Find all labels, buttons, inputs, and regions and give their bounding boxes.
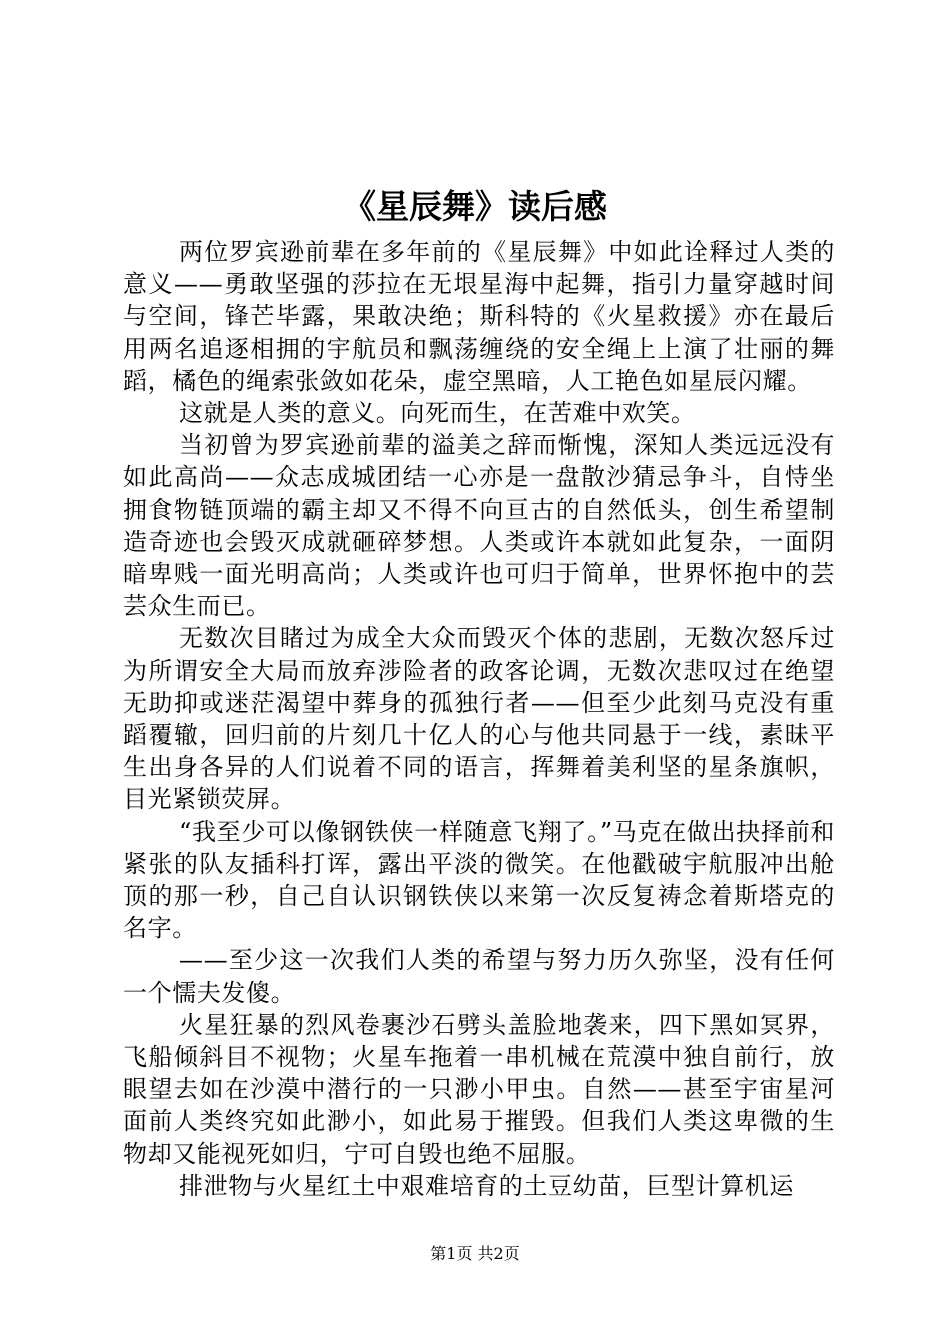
paragraph: “我至少可以像钢铁侠一样随意飞翔了。”马克在做出抉择前和紧张的队友插科打诨，露出平淡的微笑。在他戳破宇航服冲出舱顶的那一秒，自己自认识钢铁侠以来第一次反复祷念着斯塔克的名字。	[123, 817, 835, 943]
paragraph: 火星狂暴的烈风卷裹沙石劈头盖脸地袭来，四下黑如冥界，飞船倾斜目不视物；火星车拖着一串机械在荒漠中独自前行，放眼望去如在沙漠中潜行的一只渺小甲虫。自然——甚至宇宙星河面前人类终究如此渺小，如此易于摧毁。但我们人类这卑微的生物却又能视死如归，宁可自毁也绝不屈服。	[123, 1010, 835, 1168]
paragraph: 无数次目睹过为成全大众而毁灭个体的悲剧，无数次怒斥过为所谓安全大局而放弃涉险者的政客论调，无数次悲叹过在绝望无助抑或迷茫渴望中葬身的孤独行者——但至少此刻马克没有重蹈覆辙，回归前的片刻几十亿人的心与他共同悬于一线，素昧平生出身各异的人们说着不同的语言，挥舞着美利坚的星条旗帜，目光紧锁荧屏。	[123, 624, 835, 814]
paragraph: 当初曾为罗宾逊前辈的溢美之辞而惭愧，深知人类远远没有如此高尚——众志成城团结一心亦是一盘散沙猜忌争斗，自恃坐拥食物链顶端的霸主却又不得不向亘古的自然低头，创生希望制造奇迹也会毁灭成就砸碎梦想。人类或许本就如此复杂，一面阴暗卑贱一面光明高尚；人类或许也可归于简单，世界怀抱中的芸芸众生而已。	[123, 431, 835, 621]
document-title: 《星辰舞》读后感	[343, 187, 607, 226]
document-body	[123, 236, 835, 1202]
paragraph: ——至少这一次我们人类的希望与努力历久弥坚，没有任何一个懦夫发傻。	[123, 946, 835, 1007]
paragraph: 这就是人类的意义。向死而生，在苦难中欢笑。	[179, 399, 696, 428]
paragraph: 两位罗宾逊前辈在多年前的《星辰舞》中如此诠释过人类的意义——勇敢坚强的莎拉在无垠星海中起舞，指引力量穿越时间与空间，锋芒毕露，果敢决绝；斯科特的《火星救援》亦在最后用两名追逐相拥的宇航员和飘荡缠绕的安全绳上上演了壮丽的舞蹈，橘色的绳索张敛如花朵，虚空黑暗，人工艳色如星辰闪耀。	[123, 238, 835, 395]
paragraph: 排泄物与火星红土中艰难培育的土豆幼苗，巨型计算机运	[179, 1171, 794, 1200]
page-footer: 第1页 共2页	[430, 1244, 520, 1263]
